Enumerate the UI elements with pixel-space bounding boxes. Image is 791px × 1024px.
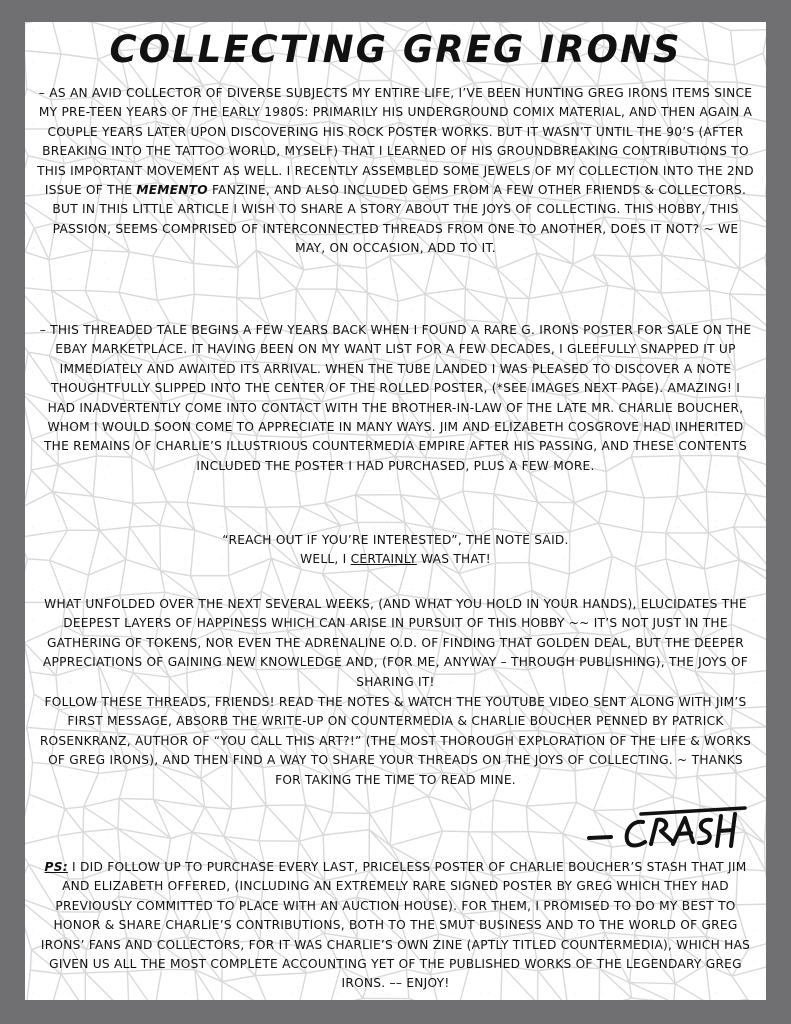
paragraph-intro (37, 84, 754, 259)
certainly-word: CERTAINLY (350, 552, 417, 567)
ps-text: I DID FOLLOW UP TO PURCHASE EVERY LAST, PRICELESS POSTER OF CHARLIE BOUCHER’S STASH THAT JIM AND ELIZABETH OFFERED, (INCLUDING AN EXTREMELY RARE SIGNED POSTER BY GREG WHICH THEY HAD PREVIOUSLY COMMITTED TO PLACE WITH AN AUCTION HOUSE). FOR THEM, I PROMISED TO DO MY BEST TO HONOR & SHARE CHARLIE’S CONTRIBUTIONS, BOTH TO THE SMUT BUSINESS AND TO THE WORLD OF GREG IRONS’ FANS AND COLLECTORS, FOR IT WAS CHARLIE’S OWN ZINE (APTLY TITLED COUNTERMEDIA), WHICH HAS GIVEN US ALL THE MOST COMPLETE ACCOUNTING YET OF THE PUBLISHED WORKS OF THE LEGENDARY GREG IRONS. –– ENJOY! (40, 860, 751, 991)
document-page (25, 22, 766, 1000)
paragraph-what-unfolded: WHAT UNFOLDED OVER THE NEXT SEVERAL WEEKS, (AND WHAT YOU HOLD IN YOUR HANDS), ELUCIDATES THE DEEPEST LAYERS OF HAPPINESS WHICH CAN ARISE IN PURSUIT OF THIS HOBBY ~~ IT’S NOT JUST IN THE GATHERING OF TOKENS, NOR EVEN THE ADRENALINE O.D. OF FINDING THAT GOLDEN DEAL, BUT THE DEEPER APPRECIATIONS OF GAINING NEW KNOWLEDGE AND, (FOR ME, ANYWAY – THROUGH PUBLISHING), THE JOYS OF SHARING IT! (42, 597, 749, 689)
article (25, 22, 766, 1000)
crash-signature (581, 800, 751, 860)
paragraph-threaded-tale: – THIS THREADED TALE BEGINS A FEW YEARS BACK WHEN I FOUND A RARE G. IRONS POSTER FOR SALE ON THE EBAY MARKETPLACE. IT HAVING BEEN ON MY WANT LIST FOR A FEW DECADES, I GLEEFULLY SNAPPED IT UP IMMEDIATELY AND AWAITED ITS ARRIVAL. WHEN THE TUBE LANDED I WAS PLEASED TO DISCOVER A NOTE THOUGHTFULLY SLIPPED INTO THE CENTER OF THE ROLLED POSTER, (*SEE IMAGES NEXT PAGE). AMAZING! I HAD INADVERTENTLY COME INTO CONTACT WITH THE BROTHER-IN-LAW OF THE LATE MR. CHARLIE BOUCHER, WHOM I WOULD SOON COME TO APPRECIATE IN MANY WAYS. JIM AND ELIZABETH COSGROVE HAD INHERITED THE REMAINS OF CHARLIE’S ILLUSTRIOUS COUNTERMEDIA EMPIRE AFTER HIS PASSING, AND THESE CONTENTS INCLUDED THE POSTER I HAD PURCHASED, PLUS A FEW MORE. (39, 323, 752, 473)
reply-text-b: WAS THAT! (416, 552, 491, 567)
paragraph-postscript (37, 858, 754, 994)
memento-title: MEMENTO (136, 183, 208, 198)
ps-label: PS: (44, 860, 68, 874)
paragraph-note-quote (37, 531, 754, 570)
reply-text-a: WELL, I (300, 552, 351, 567)
intro-text-b: FANZINE, AND ALSO INCLUDED GEMS FROM A FEW OTHER FRIENDS & COLLECTORS. BUT IN THIS LITTLE ARTICLE I WISH TO SHARE A STORY ABOUT THE JOYS OF COLLECTING. THIS HOBBY, THIS PASSION, SEEMS COMPRISED OF INTERCONNECTED THREADS FROM ONE TO ANOTHER, DOES IT NOT? ~ WE MAY, ON OCCASION, ADD TO IT. (52, 183, 747, 256)
intro-text-a: – AS AN AVID COLLECTOR OF DIVERSE SUBJECTS MY ENTIRE LIFE, I’VE BEEN HUNTING GREG IRONS ITEMS SINCE MY PRE-TEEN YEARS OF THE EARLY 1980S: PRIMARILY HIS UNDERGROUND COMIX MATERIAL, AND THEN AGAIN A COUPLE YEARS LATER UPON DISCOVERING HIS ROCK POSTER WORKS. BUT IT WASN’T UNTIL THE 90’S (AFTER BREAKING INTO THE TATTOO WORLD, MYSELF) THAT I LEARNED OF HIS GROUNDBREAKING CONTRIBUTIONS TO THIS IMPORTANT MOVEMENT AS WELL. I RECENTLY ASSEMBLED SOME JEWELS OF MY COLLECTION INTO THE 2ND ISSUE OF THE (37, 86, 754, 198)
article-title: COLLECTING GREG IRONS (109, 28, 682, 71)
note-quote-line: “REACH OUT IF YOU’RE INTERESTED”, THE NOTE SAID. (222, 533, 569, 547)
note-reply-line (37, 550, 754, 569)
paragraph-follow-threads: FOLLOW THESE THREADS, FRIENDS! READ THE NOTES & WATCH THE YOUTUBE VIDEO SENT ALONG WITH JIM’S FIRST MESSAGE, ABSORB THE WRITE-UP ON COUNTERMEDIA & CHARLIE BOUCHER PENNED BY PATRICK ROSENKRANZ, AUTHOR OF “YOU CALL THIS ART?!” (THE MOST THOROUGH EXPLORATION OF THE LIFE & WORKS OF GREG IRONS), AND THEN FIND A WAY TO SHARE YOUR THREADS ON THE JOYS OF COLLECTING. ~ THANKS FOR TAKING THE TIME TO READ MINE. (39, 695, 752, 787)
